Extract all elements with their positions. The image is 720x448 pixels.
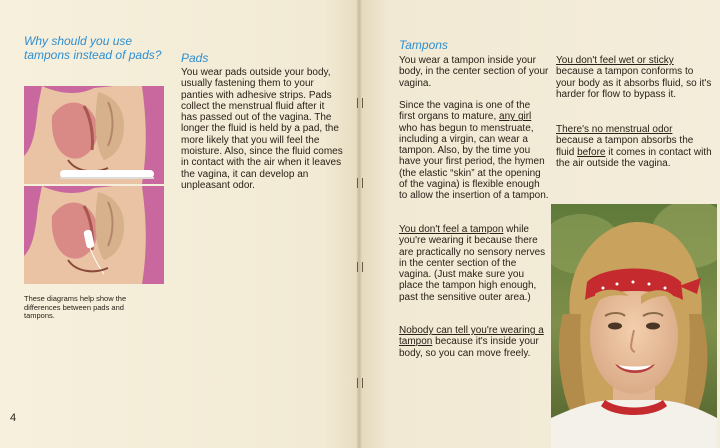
diagram-caption: These diagrams help show the differences between pads and tampons. bbox=[24, 294, 127, 320]
wet-heading: You don't feel wet or sticky bbox=[556, 55, 674, 66]
tell-text: because it's inside your body, so you can move freely. bbox=[399, 336, 539, 359]
pad-diagram bbox=[24, 86, 164, 184]
tampon-diagram bbox=[24, 186, 164, 284]
any-girl-emphasis: any girl bbox=[499, 111, 532, 123]
girl-photo bbox=[551, 204, 717, 448]
before-emphasis: before bbox=[577, 146, 606, 158]
odor-text-start: because a tampon absorbs the fluid bbox=[556, 135, 694, 158]
pads-paragraph: You wear pads outside your body, usually fastening them to your panties with adhesive strips. Pads collect the menstrual fluid after it has passed out of the vagina. The longer the fluid is held by a pad, the more likely that you will feel the moisture. Also, since the fluid comes in contact with the air when it leaves the vagina, it can develop an unpleasant odor. bbox=[181, 67, 343, 191]
feel-text: while you're wearing it because there are practically no sensory nerves in the center section of the vagina. (Just make sure you place the tampon high enough, past the sensitive outer area.) bbox=[399, 224, 546, 303]
tell-paragraph bbox=[399, 325, 549, 359]
tampons-heading: Tampons bbox=[399, 38, 448, 52]
tell-heading: Nobody can tell you're wearing a tampon bbox=[399, 325, 544, 348]
tampons-intro-paragraph: You wear a tampon inside your body, in the center section of your vagina. bbox=[399, 55, 549, 89]
binding-staple bbox=[357, 378, 363, 388]
wet-text: because a tampon conforms to your body as it absorbs fluid, so it's harder for flow to bypass it. bbox=[556, 66, 712, 100]
feel-heading: You don't feel a tampon bbox=[399, 224, 504, 235]
pad-anatomy-illustration bbox=[24, 86, 164, 184]
binding-staple bbox=[357, 178, 363, 188]
pads-heading: Pads bbox=[181, 51, 209, 65]
vagina-paragraph bbox=[399, 100, 549, 202]
binding-staple bbox=[357, 98, 363, 108]
vagina-text-start: Since the vagina is one of the first organs to mature, bbox=[399, 100, 531, 123]
tampon-anatomy-illustration bbox=[24, 186, 164, 284]
girl-with-bandana-illustration bbox=[551, 204, 717, 448]
binding-staple bbox=[357, 262, 363, 272]
question-heading: Why should you use tampons instead of pads? bbox=[24, 34, 162, 62]
feel-paragraph bbox=[399, 224, 549, 303]
page-number: 4 bbox=[10, 412, 17, 424]
vagina-text-end: who has begun to menstruate, including a virgin, can wear a tampon. Also, by the time you have your first period, the hymen (the elastic “skin” at the opening of the vagina) is flexible enough to allow the insertion of a tampon. bbox=[399, 122, 549, 202]
odor-text-end: it comes in contact with the air outside the vagina. bbox=[556, 146, 712, 169]
wet-paragraph bbox=[556, 55, 712, 100]
odor-heading: There's no menstrual odor bbox=[556, 124, 673, 135]
odor-paragraph bbox=[556, 124, 712, 169]
